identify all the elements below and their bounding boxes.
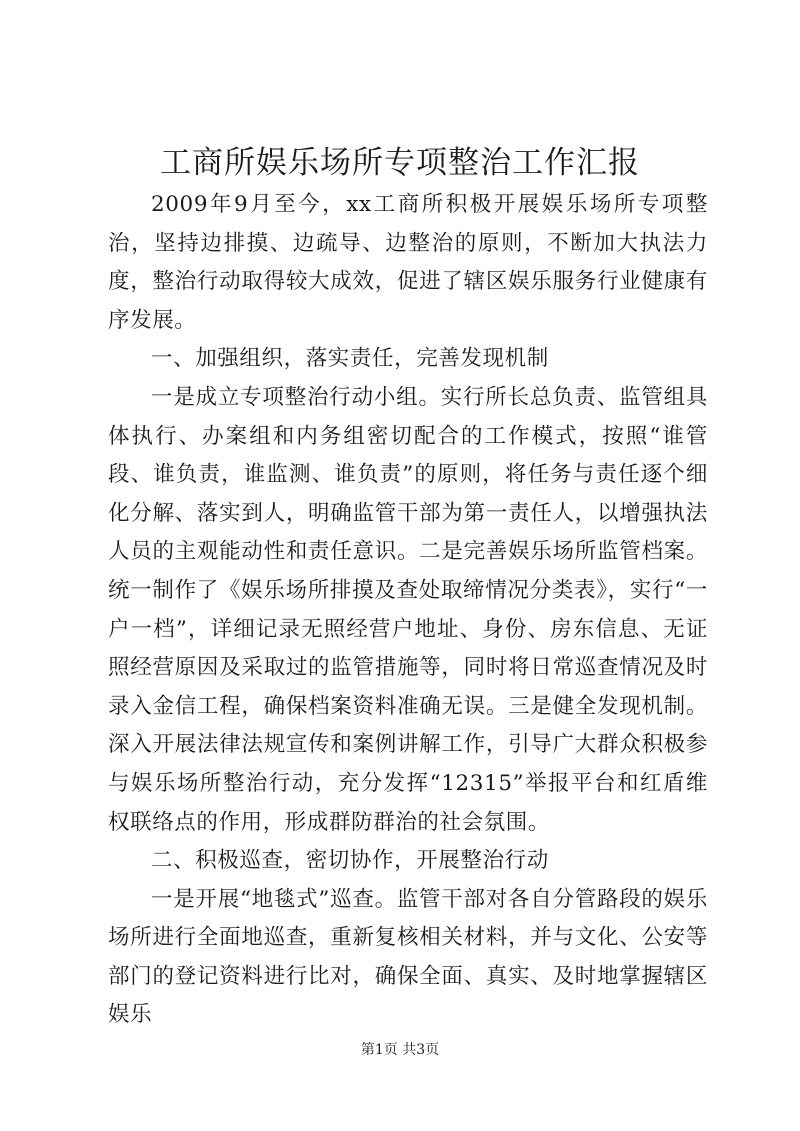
paragraph-section-1: 一是成立专项整治行动小组。实行所长总负责、监管组具体执行、办案组和内务组密切配合的工作模式，按照“谁管段、谁负责，谁监测、谁负责”的原则，将任务与责任逐个细化分解、落实到人，明确监管干部为第一责任人，以增强执法人员的主观能动性和责任意识。二是完善娱乐场所监管档案。统一制作了《娱乐场所排摸及查处取缔情况分类表》，实行“一户一档”，详细记录无照经营户地址、身份、房东信息、无证照经营原因及采取过的监管措施等，同时将日常巡查情况及时录入金信工程，确保档案资料准确无误。三是健全发现机制。深入开展法律法规宣传和案例讲解工作，引导广大群众积极参与娱乐场所整治行动，充分发挥“12315”举报平台和红盾维权联络点的作用，形成群防群治的社会氛围。: [108, 384, 708, 835]
section-heading-2: 二、积极巡查，密切协作，开展整治行动: [151, 848, 549, 874]
page-total: 共3页: [402, 1042, 440, 1058]
page-number: 第1页: [360, 1042, 398, 1058]
paragraph-section-2: 一是开展“地毯式”巡查。监管干部对各自分管路段的娱乐场所进行全面地巡查，重新复核相关材料，并与文化、公安等部门的登记资料进行比对，确保全面、真实、及时地掌握辖区娱乐: [108, 886, 708, 1028]
paragraph-intro: 2009年9月至今，xx工商所积极开展娱乐场所专项整治，坚持边排摸、边疏导、边整治的原则，不断加大执法力度，整治行动取得较大成效，促进了辖区娱乐服务行业健康有序发展。: [108, 192, 708, 333]
section-heading-1: 一、加强组织，落实责任，完善发现机制: [151, 346, 549, 372]
document-title: 工商所娱乐场所专项整治工作汇报: [160, 145, 640, 181]
document-body: [108, 186, 708, 1035]
page-footer: [0, 1040, 800, 1060]
